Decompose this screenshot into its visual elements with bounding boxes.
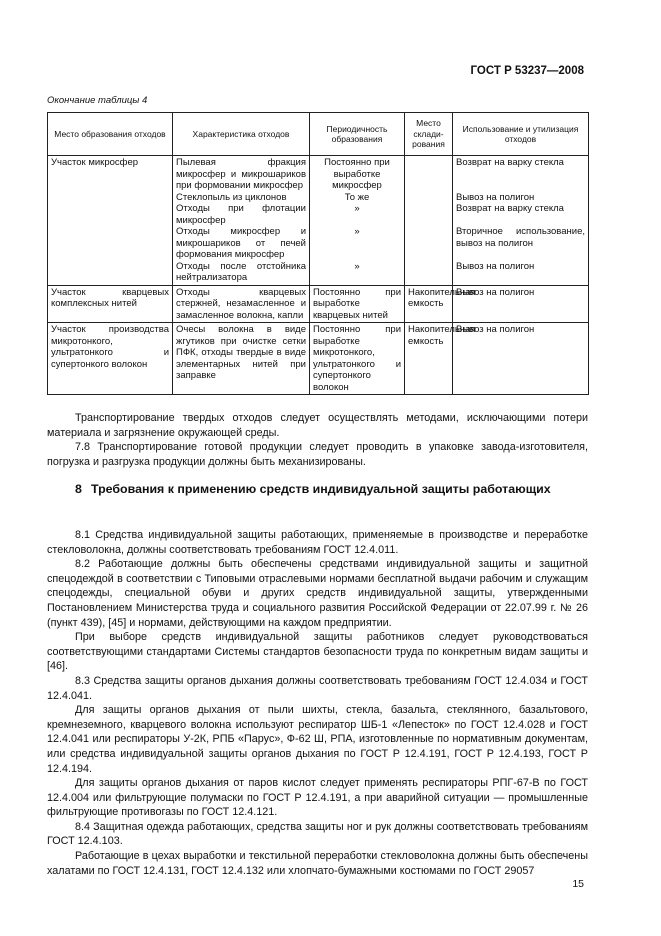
characteristic-text: Отходы кварцевых стержней, незамасленное и замасленное волокна, капли xyxy=(176,286,306,321)
use-text: Возврат на варку стекла xyxy=(456,203,564,214)
place-text: Участок производства микротонкого, ультратонкого и супертонкого волокон xyxy=(51,324,169,370)
use-text: Вторичное использование, вывоз на полигон xyxy=(456,226,585,249)
use-text: Возврат на варку стекла xyxy=(456,157,564,168)
period-text: Постоянно при выработке кварцевых нитей xyxy=(313,286,401,321)
use-text: Вывоз на полигон xyxy=(456,324,535,335)
paragraph: Для защиты органов дыхания от пыли шихты, стекла, базальта, стеклянного, базальтового, кремнеземного, кварцевого волокна используют респиратор ШБ-1 «Лепесток» по ГОСТ 12.4.028 и ГОСТ 12.4.041 или респираторы У-2К, РПБ «Парус», Ф-62 Ш, РПА, изготовленные по нормативным документам, или средства индивидуальной защиты органов дыхания по ГОСТ Р 12.4.191, ГОСТ Р 12.4.193, ГОСТ Р 12.4.194. xyxy=(47,704,588,775)
text-block-before-section xyxy=(47,411,588,469)
cell-place xyxy=(48,156,173,286)
paragraph: Для защиты органов дыхания от паров кислот следует применять респираторы РПГ-67-В по ГОСТ 12.4.004 или фильтрующие полумаски по ГОСТ Р 12.4.191, а при аварийной ситуации — промышленные фильтрующие противогазы по ГОСТ 12.4.121. xyxy=(47,777,588,819)
period-text: » xyxy=(354,260,360,272)
period-text: Постоянно при выработке микротонкого, ультратонкого и супертонкого волокон xyxy=(313,324,401,393)
cell-characteristic xyxy=(173,285,310,323)
table-row xyxy=(48,323,589,395)
table-row xyxy=(48,285,589,323)
paragraph: 8.3 Средства защиты органов дыхания должны соответствовать требованиям ГОСТ 12.4.034 и ГОСТ 12.4.041. xyxy=(47,674,588,702)
column-header: Использование и утилизация отходов xyxy=(453,113,589,156)
cell-use xyxy=(453,323,589,395)
table-caption: Окончание таблицы 4 xyxy=(47,95,148,106)
section-number: 8 xyxy=(75,482,82,496)
paragraph: 7.8 Транспортирование готовой продукции следует проводить в упаковке завода-изготовителя, погрузка и разгрузка продукции должны быть механизированы. xyxy=(47,441,588,468)
table-header-row xyxy=(48,113,589,156)
cell-characteristic xyxy=(173,156,310,286)
storage-text: Накопительная емкость xyxy=(408,286,476,309)
document-header: ГОСТ Р 53237—2008 xyxy=(470,65,584,77)
cell-storage xyxy=(405,323,476,395)
cell-use xyxy=(453,285,589,323)
waste-table xyxy=(47,112,589,395)
use-text: Вывоз на полигон xyxy=(456,260,535,272)
use-text: Вывоз на полигон xyxy=(456,191,535,203)
period-text: » xyxy=(354,203,360,214)
cell-storage xyxy=(405,285,476,323)
paragraph: Транспортирование твердых отходов следует осуществлять методами, исключающими потери материала и загрязнение окружающей среды. xyxy=(47,412,588,439)
paragraph: 8.1 Средства индивидуальной защиты работающих, применяемые в производстве и переработке стекловолокна, должны соответствовать требованиям ГОСТ 12.4.011. xyxy=(47,529,588,556)
characteristic-text: Стеклопыль из циклонов xyxy=(176,191,287,203)
cell-period xyxy=(310,156,405,286)
use-text: Вывоз на полигон xyxy=(456,286,535,298)
column-header: Место склади-рования xyxy=(405,113,453,156)
paragraph: Работающие в цехах выработки и текстильной переработки стекловолокна должны быть обеспечены халатами по ГОСТ 12.4.131, ГОСТ 12.4.132 или хлопчато-бумажными костюмами по ГОСТ 29057 xyxy=(47,850,588,877)
cell-place xyxy=(48,285,173,323)
page-number: 15 xyxy=(572,878,584,890)
period-text: Постоянно при выработке микросфер xyxy=(324,157,390,191)
column-header: Место образования отходов xyxy=(48,113,173,156)
storage-text: Накопительная емкость xyxy=(408,324,476,347)
table-row xyxy=(48,156,589,286)
section-title: Требования к применению средств индивидуальной защиты работающих xyxy=(91,482,551,496)
place-text: Участок микросфер xyxy=(51,157,139,168)
cell-use xyxy=(453,156,589,286)
characteristic-text: Отходы микросфер и микрошариков от печей формования микросфер xyxy=(176,226,306,260)
cell-place xyxy=(48,323,173,395)
characteristic-text: Пылевая фракция микросфер и микрошариков при формовании микросфер xyxy=(176,157,306,191)
cell-period xyxy=(310,323,405,395)
characteristic-text: Отходы при флотации микросфер xyxy=(176,203,306,226)
paragraph: 8.4 Защитная одежда работающих, средства защиты ног и рук должны соответствовать требованиям ГОСТ 12.4.103. xyxy=(47,820,588,848)
characteristic-text: Очесы волокна в виде жгутиков при очистке сетки ПФК, отходы твердые в виде элементарных нитей при заправке xyxy=(176,324,306,381)
section-body xyxy=(47,528,588,878)
characteristic-text: Отходы после отстойника нейтрализатора xyxy=(176,260,306,283)
cell-storage xyxy=(405,156,453,286)
place-text: Участок кварцевых комплексных нитей xyxy=(51,286,169,309)
paragraph: 8.2 Работающие должны быть обеспечены средствами индивидуальной защиты и защитной спецодеждой в соответствии с Типовыми отраслевыми нормами бесплатной выдачи рабочим и служащим спецодежды, специальной обуви и других средств индивидуальной защиты, утвержденными Постановлением Министерства труда и социального развития Российской Федерации от 22.07.99 г. № 26 (пункт 439), [45] и нормами, действующими на каждом предприятии. xyxy=(47,558,588,629)
column-header: Периодичность образования xyxy=(310,113,405,156)
period-text: » xyxy=(354,226,360,237)
paragraph: При выборе средств индивидуальной защиты работников следует руководствоваться соответствующими стандартами Системы стандартов безопасности труда по конкретным видам защиты и [46]. xyxy=(47,631,588,673)
column-header: Характеристика отходов xyxy=(173,113,310,156)
cell-period xyxy=(310,285,405,323)
cell-characteristic xyxy=(173,323,310,395)
section-heading xyxy=(75,482,575,497)
period-text: То же xyxy=(344,191,370,203)
